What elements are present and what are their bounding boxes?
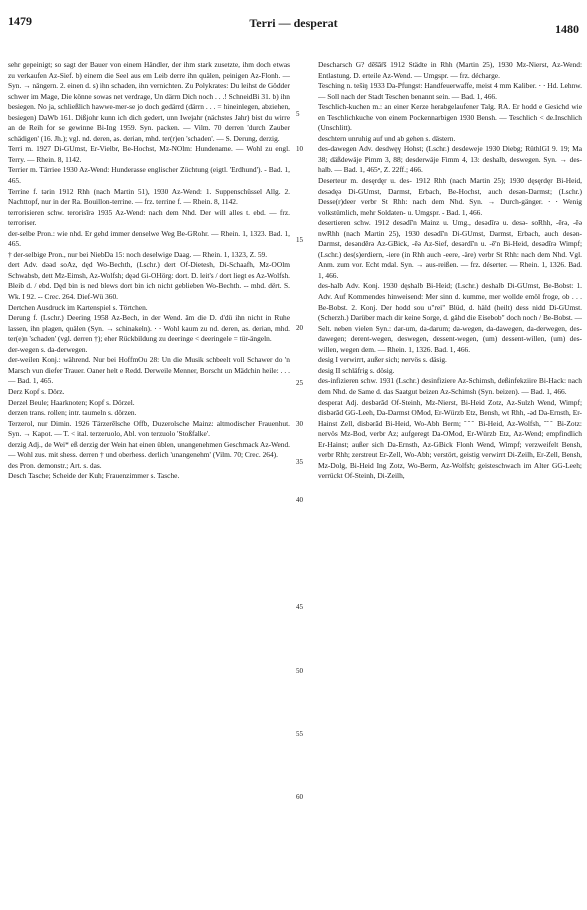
right-column bbox=[318, 60, 582, 895]
line-number: 5 bbox=[296, 110, 300, 118]
entry: Desch Tasche; Scheide der Kuh; Frauenzimmer s. Tasche. bbox=[8, 471, 180, 481]
entry: des Pron. demonstr.; Art. s. das. bbox=[8, 460, 102, 470]
entry: Terzerol, nur Dimin. 1926 Tärzerēlsche Offb, Duzerolsche Mainz: altmodischer Frauenhut. Syn. → Kapot. — T. < ital. terzeruolo, Abl. von terzuolo 'Stoßfalke'. bbox=[8, 418, 290, 439]
entry: der-selbe Pron.: wie nhd. Er gehd immer denselwe Weg Be-GRohr. — Rhein. 1, 1323. Bad. 1, 465. bbox=[8, 228, 290, 249]
entry: Terrine f. tǝrin 1912 Rhh (nach Martin 51), 1930 Az-Wend: 1. Suppenschüssel Allg. 2. Nachttopf, nur in der Ra. Bouillon-terrine. — frz. terrine f. — Rhein. 8, 1142. bbox=[8, 186, 290, 207]
line-number: 50 bbox=[296, 667, 303, 675]
entry: Terrier m. Tärriee 1930 Az-Wend: Hunderasse englischer Züchtung (eigtl. 'Erdhund'). - Bad. 1, 465. bbox=[8, 165, 290, 186]
line-number: 25 bbox=[296, 379, 303, 387]
line-number: 30 bbox=[296, 420, 303, 428]
entry: terrorisieren schw. terorisīrǝ 1935 Az-Wend: nach dem Nhd. Der will alles t. ebd. — frz. terroriser. bbox=[8, 207, 290, 228]
entry: des-dawegen Adv. desdwęɣ Hohst; (Lschr.) desdeweje 1930 Diebg; RüthlGI 9. 19; Ma 38; däßdewäje Pimm 3, 88; desderwäje Fimm 4, 13: deshalb, deswegen. Syn. → des-halb. — Bad. 1, 465ⁿ, Z. 22ff.; 466. bbox=[318, 144, 582, 175]
line-number: 15 bbox=[296, 236, 303, 244]
line-number: 35 bbox=[296, 458, 303, 466]
entry: der-wegen s. da-derwegen. bbox=[8, 344, 88, 354]
line-number: 55 bbox=[296, 730, 303, 738]
page-number-right: 1480 bbox=[555, 22, 579, 36]
entry: desig I verwirrt, außer sich; nervös s. däsig. bbox=[318, 355, 447, 365]
entry: Dertchen Ausdruck im Kartenspiel s. Törtchen. bbox=[8, 302, 148, 312]
entry: derzig Adj., de Wei* eß derzig der Wein hat einen üblen, unangenehmen Geschmack Az-Wend. — Wohl zus. mit shess. derren † und oberhess. derlich 'unangenehm' (Vilm. 70; Crec. 264). bbox=[8, 439, 290, 460]
entry: dert Adv. dǝǝd soAz, dęd Wo-Bechth, (Lschr.) dert Of-Dietesh, Di-Schaafh, Mz-OOlm Schwabsb, dett Mz-Eimsh, Az-Wolfsh; dęǝd Gi-OHörg: dort. D. leit's / dort liegt es Az-Wolfsh. Bleib d. / ebd. Dęd bin is ned blews dort bin ich nicht geblieben Wo-Bechth. -- mhd. dërt. S. Wk. I 92. -- Crec. 264. Dief-Wü 360. bbox=[8, 260, 290, 302]
page-title: Terri — desperat bbox=[249, 16, 338, 30]
entry: Tesching n. tešiŋ 1933 Da-Pfungst: Handfeuerwaffe, meist 4 mm Kaliber. ⋅ ⋅ Hd. Lehnw. — Soll nach der Stadt Teschen benannt sein. — Bad. 1, 466. bbox=[318, 81, 582, 101]
entry: desperat Adj. desbǝrād Of-Steinh, Mz-Nierst, Bi-Heid Zotz, Az-Sulzh Wend, Wimpf; disbǝrād GG-Leeh, Da-Darmst OMod, Er-Würzb Etz, Bensh, wt Rhh, -ǝd Da-Ernsth, Er-Hainst Zell, disbǝrād Bi-Heid, Wo-Abh Berm; ˇˇˇ Bi-Heid, Az-Wolfsh, ˆˆˇ Bi-Zotz: nervös Mz-Bod, verbr Az; aufgeregt Da-OMod, Er-Würzb Etz, Az-Wend; empfindlich Er-Hainst; außer sich Da-Ernsth, Az-GBick Flonh Wend, Wimpf; verzweifelt Bensh, verbr Rhh; zerstreut Er-Zell, Wo-Abh; verstört, geistig verwirrt Di-Zeilh, Er-Zell, Bensh, Mz-Dolg, Bi-Heid Ing Zotz, Wo-Berm, Az-Wolfsh; geisteschwach im Alter GG-Leeh; verrückt Of-Steinh, Di-Zeilh, bbox=[318, 397, 582, 481]
entry: sehr gepeinigt; so sagt der Bauer von einem Händler, der ihm stark zusetzte, ihm doch etwas zu verkaufen Az-Sief. b) einem die Seel aus em Leib derre ihn quälen, peinigen Az-Flonh. — Syn. → nängern. 2. einen d. s) ihn schaden, ihn vernichten. Zu Polykrates: Du leihst de Gödder schwer im Mage, Die könne sowas net verdrage, Un därrn Dich noch . . .! SchneidBi 31. b) ihn besiegen. No ja, schließlich hawwe-mer-se jo doch gedärrd (därrn . . . = hineinlegen, abziehen, besiegen) DaWb 161. Dißjohr kunn ich dich gedert, unn Iwejahr (nächstes Jahr) bist du wirre an de Reih for se gewinne Bi-Ing 1959. Syn. packen. — Vilm. 70 derren 'durch Zauber schädigen' (16. Jh.); vgl. nd. deren, as. derian, mhd. ter(r)en 'schaden'. — S. Derung, derzig. bbox=[8, 60, 290, 143]
line-number: 40 bbox=[296, 496, 303, 504]
entry: derzen trans. rollen; intr. taumeln s. dörzen. bbox=[8, 408, 137, 418]
left-column bbox=[8, 60, 290, 895]
entry: desertieren schw. 1912 desǝdī'n Mainz u. Umg., desǝdīrǝ u. desǝ- soRhh, -ērǝ, -ēǝ nwRhh (nach Martin 25), 1930 desǝdī'n Di-GUmst, Darmst, Erbach, auch desǝn- Darmst, desǝndērǝ Az-GBick, -ēǝ Az-Sief, desǝrdī'n u. -ē'n Bi-Heid, desǝdīrǝ Wimpf; (Lschr.) des(s)erdiern, -iere (in Rhh auch -eere, -äre) verbr St Rhh: nach dem Nhd. Vgl. Anm. zum vor. Echt mdal. Syn. → aus-reißen. — frz. déserter. — Rhein. 1, 1326. Bad. 1, 466. bbox=[318, 218, 582, 280]
entry: Teschlich-kuchen m.: an einer Kerze herabgelaufener Talg. RA. Er hodd e Gesichd wie en Teschlichkuche von einem Pockennarbigen 1930 Bensh. — Teschlich < de.Inschlich (Unschlitt). bbox=[318, 102, 582, 133]
page-number-left: 1479 bbox=[8, 14, 32, 28]
entry: des-halb Adv. Konj. 1930 dęshalb Bi-Heid; (Lschr.) deshalb Di-GUmst, Be-Bobst: 1. Adv. Auf Kommendes hinweisend: Mer sinn d. kumme, mer wollde emöl froge, ob . . . Be-Bobst. 2. Konj. Der hodd sou u"rei" Blüd, d. häld (heilt) dess nidd Di-GUmst. (Scherzh.) Darüber mach dir keine Sorge, d. gähd die Eisebob" doch noch / Be-Bobst. — Selt. neben vielen Syn.: dar-um, da-darum; da-wegen, da-dawegen, da-derwegen, des-dawegen; derent-wegen, deswegen, dessent-wegen, (um) dessent-willen, (um) des-willen, wegen dem. — Rhein. 1, 1326. Bad. 1, 466. bbox=[318, 281, 582, 354]
entry: desig II schläfrig s. dösig. bbox=[318, 365, 395, 375]
entry: Descharsch G? dēšār̄š 1912 Städte in Rhh (Martin 25), 1930 Mz-Nierst, Az-Wend: Entlastung. D. erteile Az-Wend. — Umgspr. — frz. décharge. bbox=[318, 60, 582, 80]
entry: des-infizieren schw. 1931 (Lschr.) desinfiziere Az-Schimsh, deßinfekziire Bi-Hack: nach dem Nhd. de Same d. das Saatgut beizen Az-Schimsh (Syn. beizen). — Bad. 1, 466. bbox=[318, 376, 582, 396]
line-number: 60 bbox=[296, 793, 303, 801]
entry: der-weilen Konj.: während. Nur bei HoffmOu 28: Un die Musik schbeelt voll Schawer do 'n Marsch vun diefer Trauer. Oaner helt e Redd. Derweile Menner, Borscht un Mädchin heile: . . . — Bad. 1, 465. bbox=[8, 355, 290, 386]
entry: deschtern unruhig auf und ab gehen s. dästern. bbox=[318, 133, 456, 143]
line-number: 20 bbox=[296, 324, 303, 332]
line-number: 45 bbox=[296, 603, 303, 611]
entry: Deserteur m. desęrdęr u. des- 1912 Rhh (nach Martin 25); 1930 dęsęrdęr Bi-Heid, desǝdęǝ Di-GUmst, Darmst, Erbach, Be-Hochst, auch desǝn-Darmst; (Lschr.) Desse(r)deer verbr St Rhh: nach dem Nhd. Syn. → Durch-gänger. ⋅ ⋅ Wenig volkstümlich, mehr Soldaten- u. Umgspr. - Bad. 1, 466. bbox=[318, 176, 582, 217]
entry: Terri m. 1927 Di-GUmst, Er-Vielbr, Be-Hochst, Mz-NOlm: Hundename. — Wohl zu engl. Terry. — Rhein. 8, 1142. bbox=[8, 144, 290, 164]
entry: Derz Kopf s. Dörz. bbox=[8, 386, 65, 396]
line-number: 10 bbox=[296, 145, 303, 153]
entry: Derzel Beule; Haarknoten; Kopf s. Dörzel. bbox=[8, 397, 135, 407]
entry: Derung f. (Lschr.) Deering 1958 Az-Bech, in der Wend. ām die D. d'dü ihn nicht in Ruhe lassen, ihn plagen, quälen (Syn. → schinakeln). ⋅ ⋅ Wohl kaum zu nd. deren, as. derian, mhd. ter(e)n 'schaden' (vgl. derren †); eher Rückbildung zu deeringe < deeringele = tür-ängeln. bbox=[8, 313, 290, 344]
entry: † der-selbige Pron., nur bei NiebDa 15: noch deselwige Daag. — Rhein. 1, 1323, Z. 59. bbox=[8, 249, 268, 259]
